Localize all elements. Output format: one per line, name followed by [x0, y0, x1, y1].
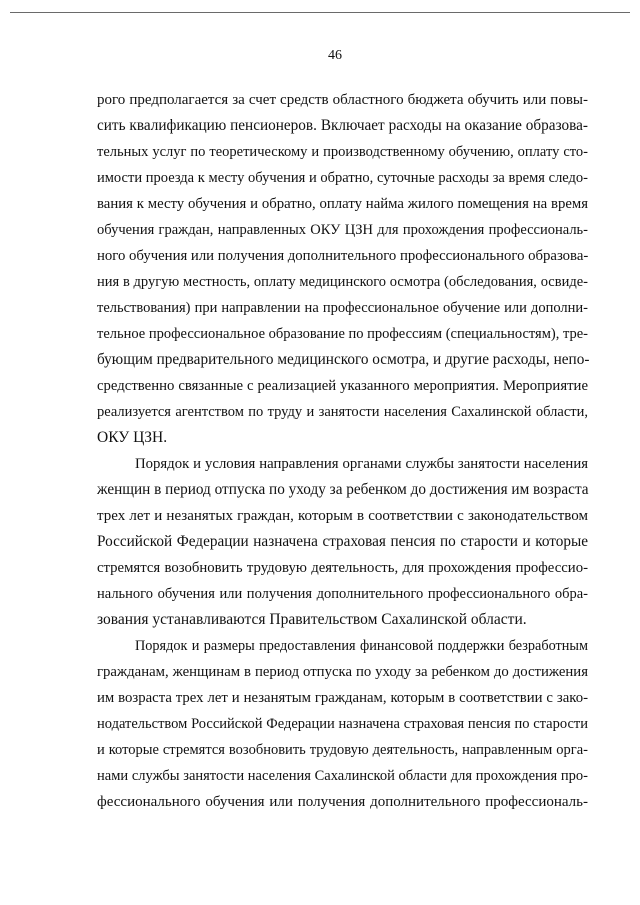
text-line: и которые стремятся возобновить трудовую деятельность, направленным орга-	[97, 742, 588, 758]
text-line: фессионального обучения или получения дополнительного профессиональ-	[97, 794, 588, 810]
text-line: тельствования) при направлении на профессиональное обучение или дополни-	[97, 300, 588, 316]
text-line: реализуется агентством по труду и занятости населения Сахалинской области,	[97, 404, 588, 420]
text-line: гражданам, женщинам в период отпуска по уходу за ребенком до достижения	[97, 664, 588, 680]
paragraph-first-line: Порядок и размеры предоставления финансовой поддержки безработным	[135, 638, 588, 654]
text-line: нодательством Российской Федерации назначена страховая пенсия по старости	[97, 716, 588, 732]
text-line: им возраста трех лет и незанятым гражданам, которым в соответствии с зако-	[97, 690, 588, 706]
text-line: нального обучения или получения дополнительного профессионального обра-	[97, 586, 588, 602]
text-line: трех лет и незанятых граждан, которым в соответствии с законодательством	[97, 508, 588, 524]
text-line: женщин в период отпуска по уходу за ребенком до достижения им возраста	[97, 481, 589, 498]
text-line: ОКУ ЦЗН.	[97, 429, 168, 446]
text-line: рого предполагается за счет средств областного бюджета обучить или повы-	[97, 92, 588, 108]
text-line: нами службы занятости населения Сахалинской области для прохождения про-	[97, 768, 588, 784]
top-rule	[10, 12, 630, 13]
page-number: 46	[328, 48, 342, 63]
text-line: вания к месту обучения и обратно, оплату найма жилого помещения на время	[97, 196, 588, 212]
text-line: Российской Федерации назначена страховая пенсия по старости и которые	[97, 533, 588, 550]
text-line: ния в другую местность, оплату медицинского осмотра (обследования, освиде-	[97, 274, 588, 290]
text-line: имости проезда к месту обучения и обратно, суточные расходы за время следо-	[97, 170, 588, 186]
text-line: тельных услуг по теоретическому и производственному обучению, оплату сто-	[97, 144, 588, 160]
text-line: средственно связанные с реализацией указанного мероприятия. Мероприятие	[97, 378, 588, 394]
text-line: обучения граждан, направленных ОКУ ЦЗН для прохождения профессиональ-	[97, 222, 588, 238]
text-line: тельное профессиональное образование по профессиям (специальностям), тре-	[97, 326, 588, 342]
text-line: бующим предварительного медицинского осмотра, и другие расходы, непо-	[97, 351, 590, 368]
text-line: ного обучения или получения дополнительного профессионального образова-	[97, 248, 589, 264]
text-line: зования устанавливаются Правительством Сахалинской области.	[97, 611, 527, 628]
text-line: стремятся возобновить трудовую деятельность, для прохождения профессио-	[97, 560, 588, 576]
paragraph-first-line: Порядок и условия направления органами службы занятости населения	[135, 456, 588, 472]
text-line: сить квалификацию пенсионеров. Включает расходы на оказание образова-	[97, 117, 588, 134]
